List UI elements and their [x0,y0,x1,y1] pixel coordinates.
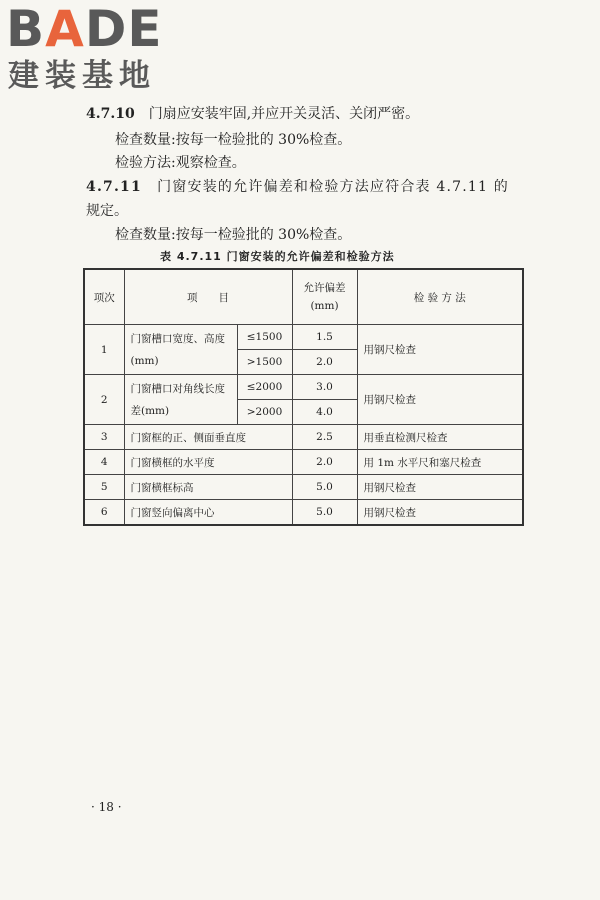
table-row [84,475,523,500]
header-method: 检 验 方 法 [357,269,523,325]
row-index: 4 [84,450,124,475]
clause-4-7-11 [86,177,509,197]
row-method: 用垂直检测尺检查 [357,425,523,450]
row-index: 3 [84,425,124,450]
clause-number: 4.7.10 [86,106,135,122]
row-tolerance: 2.0 [292,350,357,375]
table-row [84,500,523,526]
table-title: 表 4.7.11 门窗安装的允许偏差和检验方法 [160,250,395,263]
row-item: 门窗横框标高 [124,475,292,500]
row-index: 1 [84,325,124,375]
row-method: 用钢尺检查 [357,325,523,375]
clause-number: 4.7.11 [86,179,142,195]
row-item: 门窗框的正、侧面垂直度 [124,425,292,450]
row-condition: ≤2000 [237,375,292,400]
row-method: 用 1m 水平尺和塞尺检查 [357,450,523,475]
row-tolerance: 5.0 [292,475,357,500]
inspection-quantity: 检查数量:按每一检验批的 30%检查。 [115,132,352,148]
table-row [84,375,523,400]
header-index: 项次 [84,269,124,325]
row-tolerance: 3.0 [292,375,357,400]
row-tolerance: 2.0 [292,450,357,475]
clause-continuation: 规定。 [86,203,128,219]
header-tolerance: 允许偏差 (mm) [292,269,357,325]
row-tolerance: 2.5 [292,425,357,450]
clause-text: 门扇应安装牢固,并应开关灵活、关闭严密。 [148,106,420,122]
row-condition: ≤1500 [237,325,292,350]
row-item: 门窗槽口宽度、高度(mm) [124,325,237,375]
row-condition: >2000 [237,400,292,425]
row-tolerance: 1.5 [292,325,357,350]
row-item: 门窗槽口对角线长度差(mm) [124,375,237,425]
row-tolerance: 4.0 [292,400,357,425]
page-number: · 18 · [91,800,122,814]
row-index: 5 [84,475,124,500]
clause-4-7-10 [86,104,419,124]
tolerance-table [83,268,524,526]
table-row [84,425,523,450]
clause-text: 门窗安装的允许偏差和检验方法应符合表 4.7.11 的 [157,179,509,195]
row-index: 6 [84,500,124,526]
table-header-row [84,269,523,325]
row-item: 门窗横框的水平度 [124,450,292,475]
row-condition: >1500 [237,350,292,375]
table-row [84,325,523,350]
row-method: 用钢尺检查 [357,375,523,425]
row-method: 用钢尺检查 [357,500,523,526]
row-item: 门窗竖向偏离中心 [124,500,292,526]
row-index: 2 [84,375,124,425]
bade-logo [6,2,181,94]
header-item: 项 目 [124,269,292,325]
row-method: 用钢尺检查 [357,475,523,500]
logo-text-top: BADE [6,0,163,58]
logo-text-bottom: 建装基地 [8,58,156,94]
row-tolerance: 5.0 [292,500,357,526]
inspection-method: 检验方法:观察检查。 [115,155,246,171]
table-row [84,450,523,475]
inspection-quantity: 检查数量:按每一检验批的 30%检查。 [115,227,352,243]
